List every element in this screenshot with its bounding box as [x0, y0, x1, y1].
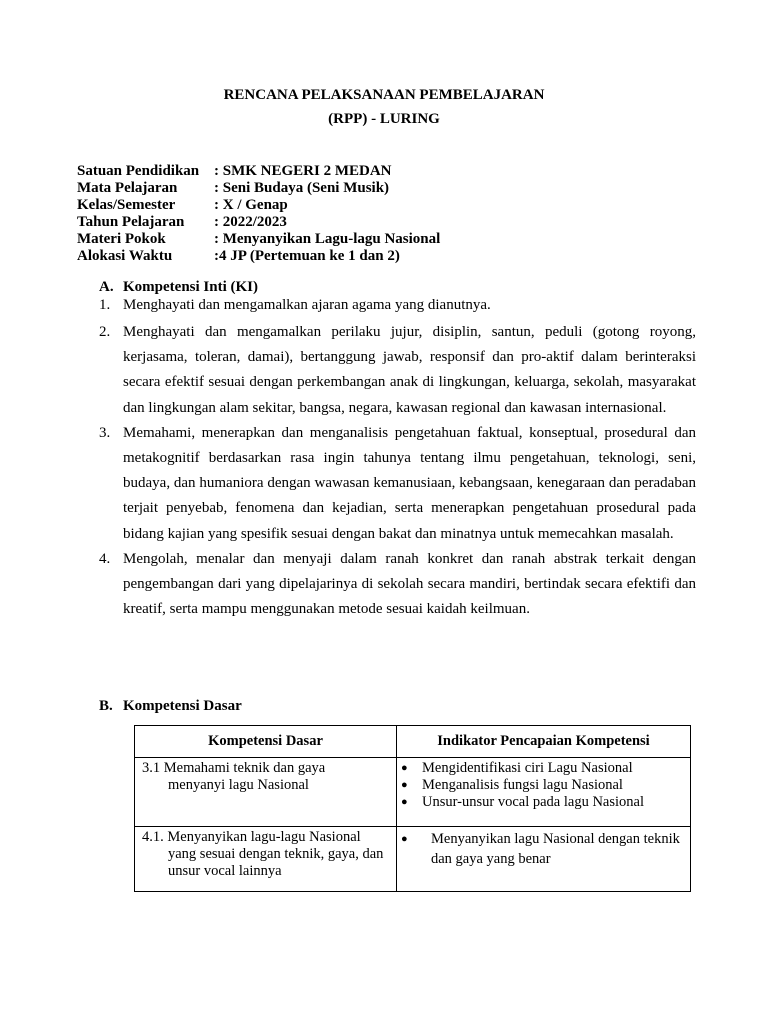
kd-cell [135, 827, 397, 892]
list-item [401, 777, 686, 794]
ki-text: Menghayati dan mengamalkan ajaran agama yang dianutnya. [123, 297, 491, 313]
indicator-cell [397, 758, 691, 827]
kd-continuation: yang sesuai dengan teknik, gaya, dan unsur vocal lainnya [168, 846, 384, 879]
ki-number: 1. [99, 297, 111, 313]
meta-value: : Menyanyikan Lagu-lagu Nasional [214, 231, 441, 247]
ki-number: 2. [99, 324, 111, 340]
section-letter: B. [99, 698, 113, 714]
indicator-cell [397, 827, 691, 892]
table-header-indikator: Indikator Pencapaian Kompetensi [397, 726, 691, 758]
ki-item [99, 547, 696, 623]
indicator-list [397, 758, 690, 811]
table-header-row [135, 726, 691, 758]
indicator-list [397, 827, 690, 869]
kd-cell [135, 758, 397, 827]
list-item [401, 760, 686, 777]
ki-item [99, 295, 696, 315]
bullet-icon: ● [401, 796, 408, 808]
section-letter: A. [99, 279, 114, 295]
meta-label: Kelas/Semester [77, 197, 176, 213]
section-b-heading [99, 698, 242, 715]
section-title: Kompetensi Dasar [123, 698, 242, 714]
table-row [135, 827, 691, 892]
kd-line: 3.1 Memahami teknik dan gaya [142, 760, 326, 776]
ki-text: Mengolah, menalar dan menyaji dalam ranah konkret dan ranah abstrak terkait dengan pengembangan dari yang dipelajarinya di sekolah secara mandiri, bertindak secara efektifi dan kreatif, serta mampu menggunakan metode sesuai kaidah keilmuan. [123, 550, 696, 618]
meta-value: :4 JP (Pertemuan ke 1 dan 2) [214, 248, 400, 264]
kd-continuation: menyanyi lagu Nasional [168, 777, 309, 793]
meta-label: Tahun Pelajaran [77, 214, 185, 230]
meta-value: : SMK NEGERI 2 MEDAN [214, 163, 392, 179]
kd-text [135, 827, 396, 880]
kompetensi-dasar-table [134, 725, 691, 892]
meta-row-tahun [77, 214, 440, 231]
ki-number: 4. [99, 550, 111, 567]
kd-line: 4.1. Menyanyikan lagu-lagu Nasional [142, 829, 361, 845]
ki-number: 3. [99, 424, 111, 441]
meta-row-alokasi [77, 248, 440, 265]
bullet-icon: ● [401, 833, 408, 845]
meta-label: Materi Pokok [77, 231, 166, 247]
indicator-text: Menyanyikan lagu Nasional dengan teknik dan gaya yang benar [431, 831, 680, 867]
ki-text: Menghayati dan mengamalkan perilaku jujur, disiplin, santun, peduli (gotong royong, kerjasama, toleran, damai), bertanggung jawab, responsif dan pro-aktif dalam berinteraksi secara efektif sesuai dengan perkembangan anak di lingkungan, keluarga, sekolah, masyarakat dan lingkungan alam sekitar, bangsa, negara, kawasan regional dan kawasan internasional. [123, 324, 696, 416]
identity-block [77, 163, 440, 265]
meta-row-kelas [77, 197, 440, 214]
section-a-heading [99, 279, 258, 296]
ki-text: Memahami, menerapkan dan menganalisis pengetahuan faktual, konseptual, prosedural dan metakognitif berdasarkan rasa ingin tahunya tentang ilmu pengetahuan, teknologi, seni, budaya, dan humaniora dengan wawasan kemanusiaan, kebangsaan, kenegaraan dan peradaban terjait penyebab, fenomena dan kejadian, serta menerapkan pengetahuan prosedural pada bidang kajian yang spesifik sesuai dengan bakat dan minatnya untuk memecahkan masalah. [123, 424, 696, 542]
meta-row-materi [77, 231, 440, 248]
document-subtitle: (RPP) - LURING [328, 111, 440, 127]
list-item [401, 794, 686, 811]
bullet-icon: ● [401, 762, 408, 774]
list-item [401, 829, 686, 869]
kd-text [135, 758, 396, 794]
meta-label: Satuan Pendidikan [77, 163, 200, 179]
bullet-icon: ● [401, 779, 408, 791]
meta-row-satuan [77, 163, 440, 180]
table-row [135, 758, 691, 827]
indicator-text: Unsur-unsur vocal pada lagu Nasional [422, 794, 644, 810]
meta-label: Mata Pelajaran [77, 180, 178, 196]
indicator-text: Mengidentifikasi ciri Lagu Nasional [422, 760, 633, 776]
meta-row-mapel [77, 180, 440, 197]
meta-value: : Seni Budaya (Seni Musik) [214, 180, 390, 196]
document-title: RENCANA PELAKSANAAN PEMBELAJARAN [223, 87, 545, 103]
table-header-kd: Kompetensi Dasar [135, 726, 397, 758]
section-title: Kompetensi Inti (KI) [123, 279, 258, 295]
meta-label: Alokasi Waktu [77, 248, 173, 264]
ki-item [99, 320, 696, 421]
indicator-text: Menganalisis fungsi lagu Nasional [422, 777, 623, 793]
meta-value: : 2022/2023 [214, 214, 287, 230]
meta-value: : X / Genap [214, 197, 288, 213]
ki-item [99, 421, 696, 547]
ki-list [99, 295, 696, 622]
